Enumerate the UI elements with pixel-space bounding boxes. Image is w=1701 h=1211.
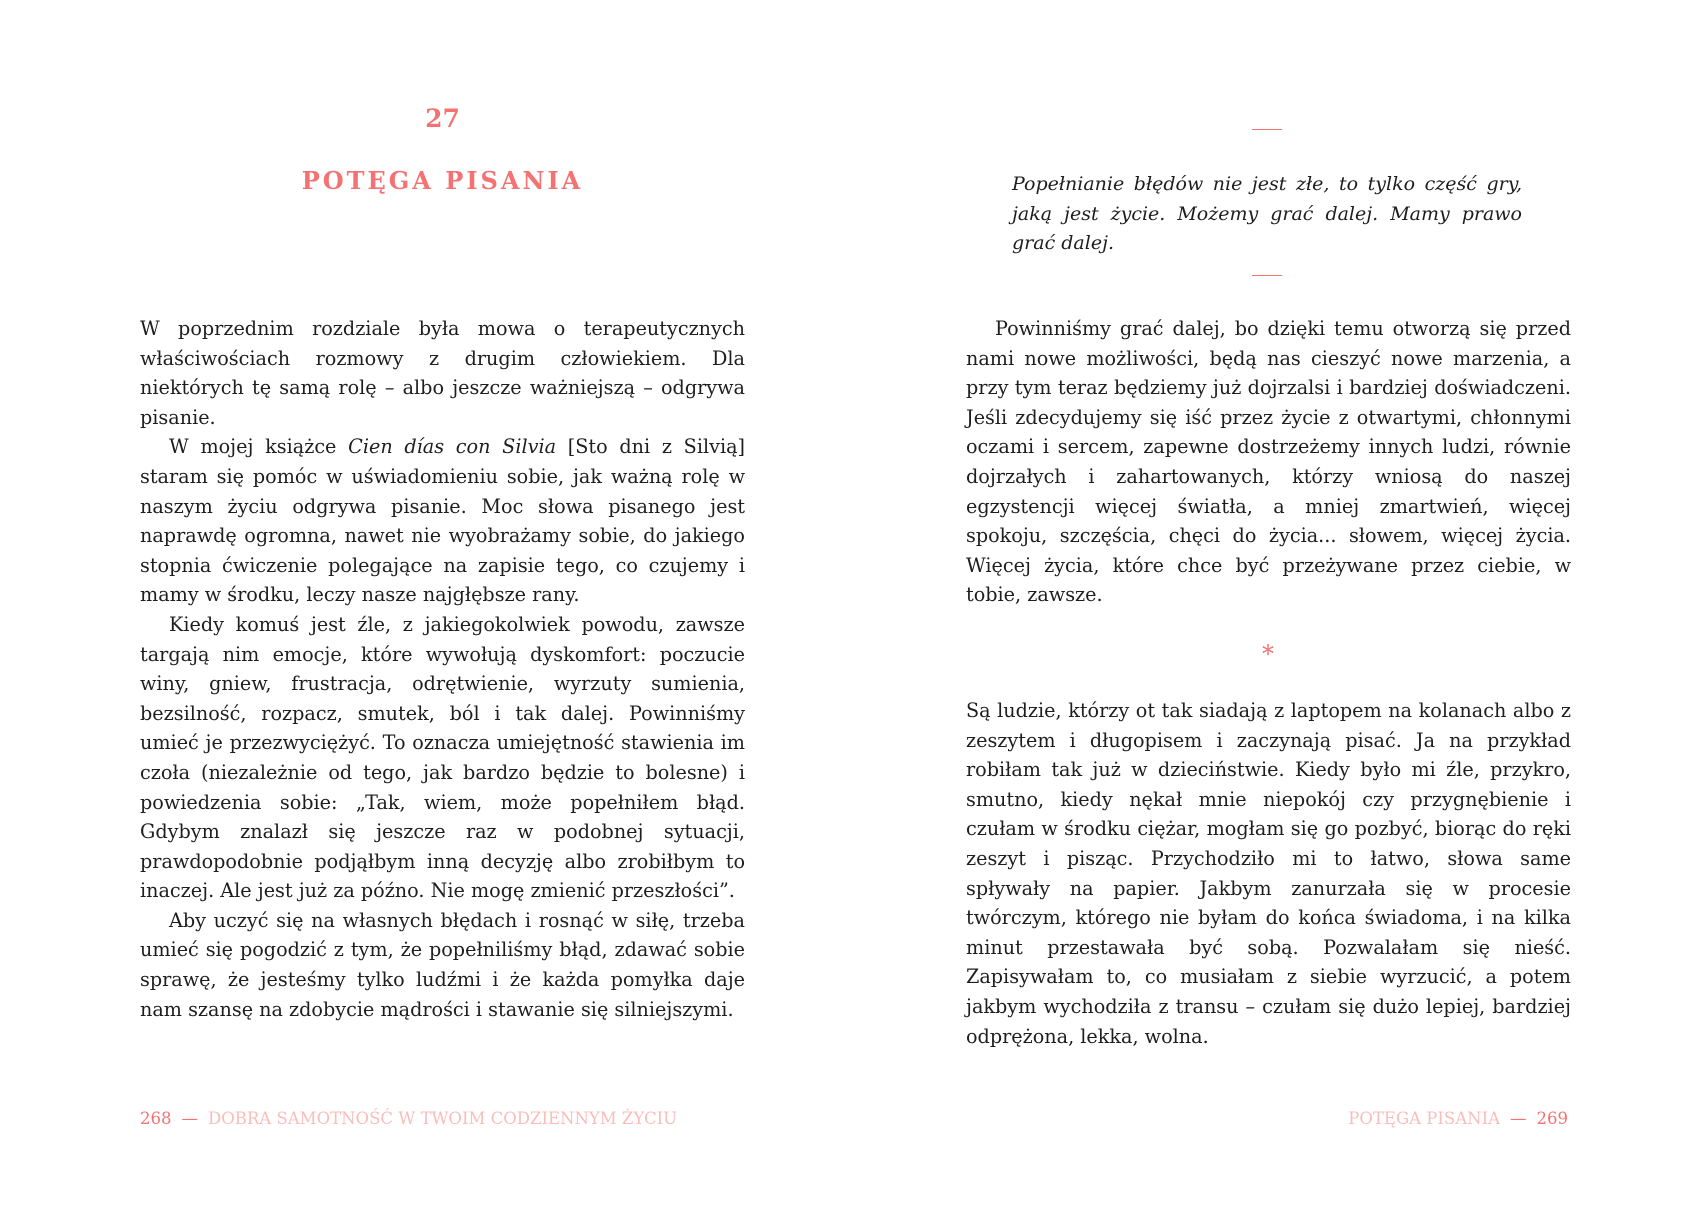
- left-page: [0, 0, 850, 1211]
- chapter-number: 27: [425, 104, 460, 133]
- page-number: 269: [1536, 1109, 1568, 1128]
- book-title: Cien días con Silvia: [348, 435, 557, 459]
- section-break-asterisk-icon: *: [1262, 640, 1274, 668]
- left-body-text: [140, 314, 745, 1024]
- page-number: 268: [140, 1109, 172, 1128]
- footer-dash: —: [181, 1109, 198, 1128]
- paragraph: Aby uczyć się na własnych błędach i rosnąć w siłę, trzeba umieć się pogodzić z tym, że popełniliśmy błąd, zdawać sobie sprawę, że jesteśmy tylko ludźmi i że każda pomyłka daje nam szansę na zdobycie mądrości i stawanie się silniejszymi.: [140, 908, 745, 1021]
- footer-dash: —: [1510, 1109, 1527, 1128]
- right-footer: [1348, 1109, 1568, 1128]
- paragraph: [140, 432, 745, 610]
- paragraph-text: [Sto dni z Silvią] staram się pomóc w uświadomieniu sobie, jak ważną rolę w naszym życiu odgrywa pisanie. Moc słowa pisanego jest naprawdę ogromna, nawet nie wyobrażamy sobie, do jakiego stopnia ćwiczenie polegające na zapisie tego, co czujemy i mamy w środku, leczy nasze najgłębsze rany.: [140, 435, 746, 607]
- running-title: DOBRA SAMOTNOŚĆ W TWOIM CODZIENNYM ŻYCIU: [208, 1109, 678, 1128]
- running-title: POTĘGA PISANIA: [1348, 1109, 1500, 1128]
- paragraph: Kiedy komuś jest źle, z jakiegokolwiek powodu, zawsze targają nim emocje, które wywołują dyskomfort: poczucie winy, gniew, frustracja, odrętwienie, wyrzuty sumienia, bezsilność, rozpacz, smutek, ból i tak dalej. Powinniśmy umieć je przezwyciężyć. To oznacza umiejętność stawienia im czoła (niezależnie od tego, jak bardzo będzie to bolesne) i powiedzenia sobie: „Tak, wiem, może popełniłem błąd. Gdybym znalazł się jeszcze raz w podobnej sytuacji, prawdopodobnie podjąłbym inną decyzję albo zrobiłbym to inaczej. Ale jest już za późno. Nie mogę zmienić przeszłości”.: [140, 612, 745, 903]
- paragraph: Powinniśmy grać dalej, bo dzięki temu otworzą się przed nami nowe możliwości, będą nas cieszyć nowe marzenia, a przy tym teraz będziemy już dojrzalsi i bardziej doświadczeni. Jeśli zdecydujemy się iść przez życie z otwartymi, chłonnymi oczami i sercem, zapewne dostrzeżemy innych ludzi, równie dojrzałych i zahartowanych, którzy wniosą do naszej egzystencji więcej światła, a mniej zmartwień, więcej spokoju, szczęścia, chęci do życia... słowem, więcej życia. Więcej życia, które chce być przeżywane przez ciebie, w tobie, zawsze.: [966, 317, 1571, 607]
- quote-rule-top: [1252, 129, 1282, 130]
- paragraph: W poprzednim rozdziale była mowa o terapeutycznych właściwościach rozmowy z drugim człowiekiem. Dla niektórych tę samą rolę – albo jeszcze ważniejszą – odgrywa pisanie.: [140, 317, 745, 429]
- quote-rule-bottom: [1252, 275, 1282, 276]
- chapter-title: POTĘGA PISANIA: [301, 166, 584, 195]
- pull-quote: Popełnianie błędów nie jest złe, to tylko część gry, jaką jest życie. Możemy grać dalej. Mamy prawo grać dalej.: [1012, 173, 1522, 255]
- right-body-text-1: [966, 314, 1571, 610]
- left-footer: [140, 1109, 677, 1128]
- paragraph: Są ludzie, którzy ot tak siadają z laptopem na kolanach albo z zeszytem i długopisem i zaczynają pisać. Ja na przykład robiłam tak już w dzieciństwie. Kiedy było mi źle, przykro, smutno, kiedy nękał mnie niepokój czy przygnębienie i czułam w środku ciężar, mogłam się go pozbyć, biorąc do ręki zeszyt i pisząc. Przychodziło mi to łatwo, słowa same spływały na papier. Jakbym zanurzała się w procesie twórczym, którego nie byłam do końca świadoma, i na kilka minut przestawała być sobą. Pozwalałam się nieść. Zapisywałam to, co musiałam z siebie wyrzucić, a potem jakbym wychodziła z transu – czułam się dużo lepiej, bardziej odprężona, lekka, wolna.: [966, 699, 1571, 1048]
- paragraph-text: W mojej książce: [169, 435, 349, 459]
- right-body-text-2: [966, 696, 1571, 1051]
